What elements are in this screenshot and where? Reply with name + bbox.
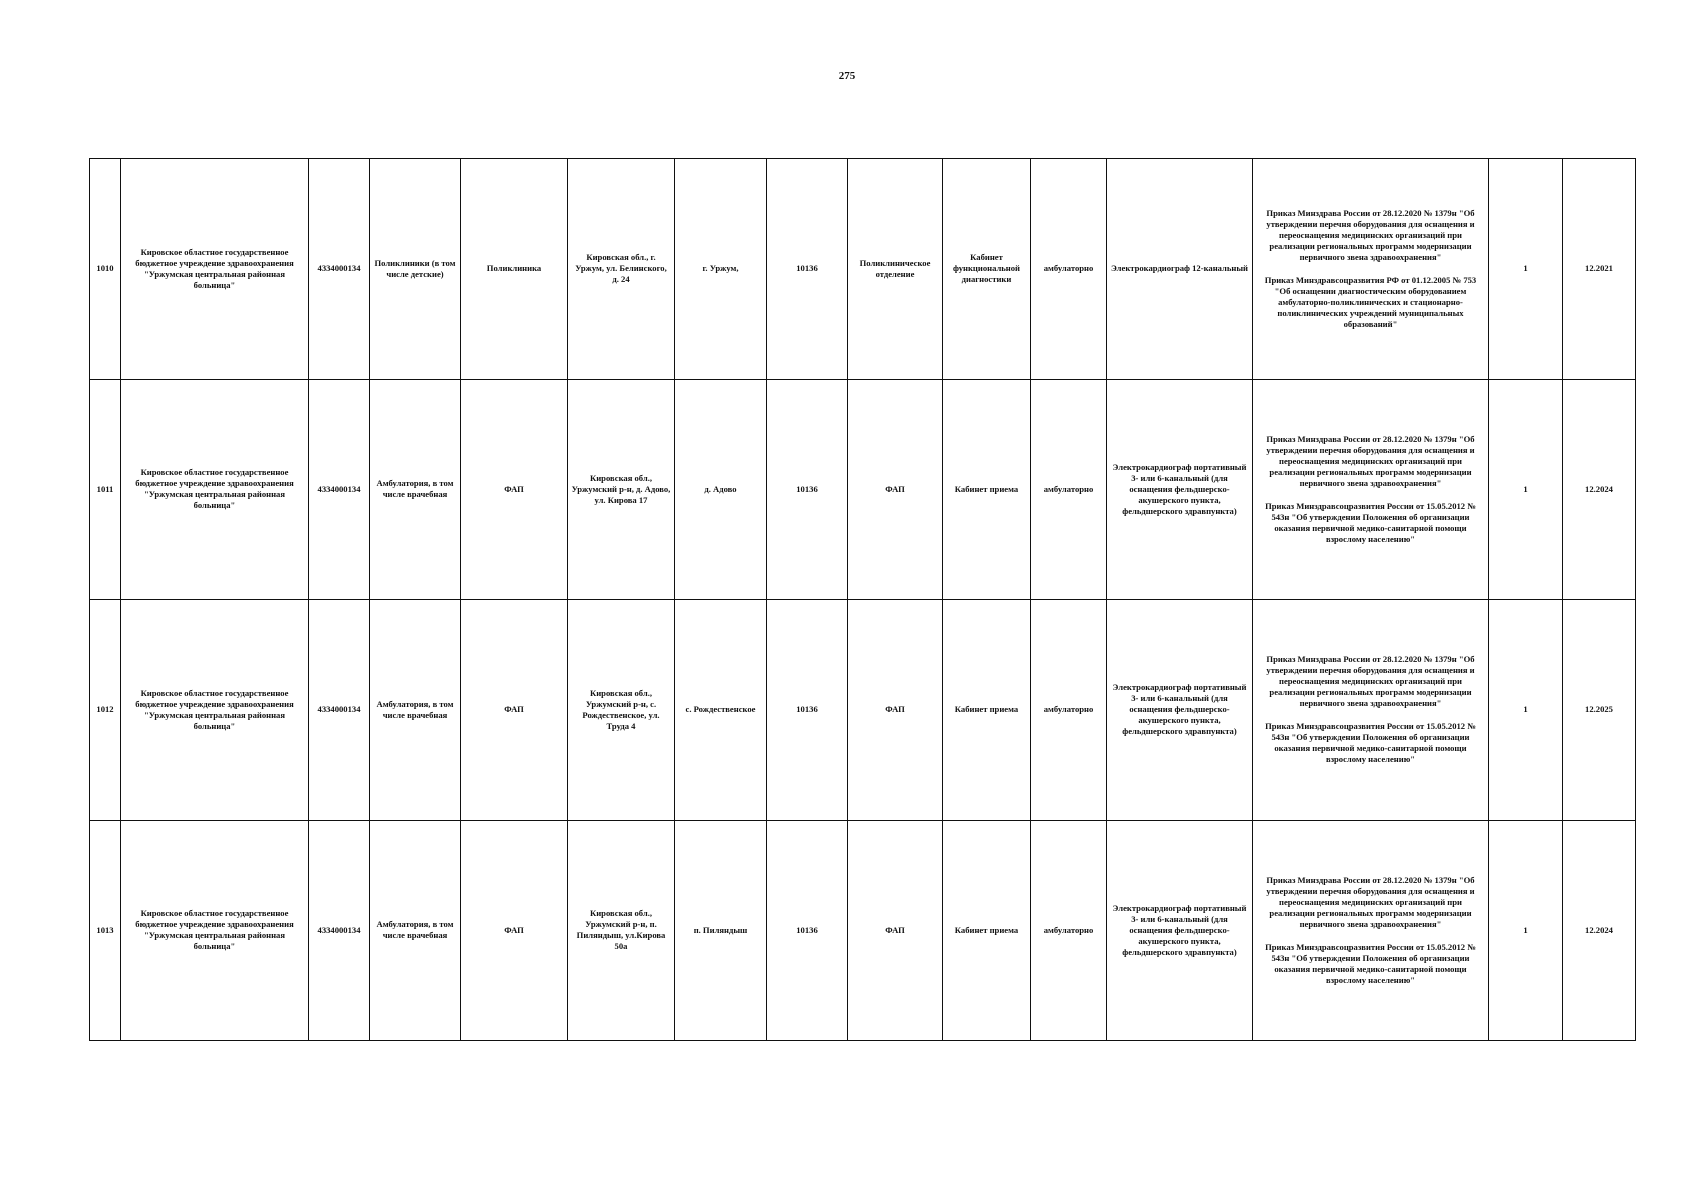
department: Поликлиническое отделение xyxy=(848,159,943,380)
room: Кабинет приема xyxy=(943,600,1031,821)
address: Кировская обл., Уржумский р-н, п. Пиляндыш, ул.Кирова 50а xyxy=(568,820,675,1041)
inn-code: 4334000134 xyxy=(309,820,370,1041)
facility-subtype: ФАП xyxy=(461,820,568,1041)
care-mode: амбулаторно xyxy=(1031,159,1107,380)
quantity: 1 xyxy=(1489,379,1563,600)
care-mode: амбулаторно xyxy=(1031,820,1107,1041)
row-number: 1012 xyxy=(90,600,121,821)
deadline: 12.2024 xyxy=(1563,379,1636,600)
room: Кабинет функциональной диагностики xyxy=(943,159,1031,380)
department: ФАП xyxy=(848,820,943,1041)
table-row xyxy=(90,600,1636,821)
facility-subtype: ФАП xyxy=(461,379,568,600)
facility-type: Амбулатория, в том числе врачебная xyxy=(370,820,461,1041)
regulation-2: Приказ Минздравсоцразвития России от 15.05.2012 № 543н "Об утверждении Положения об организации оказания первичной медико-санитарной помощи взрослому населению" xyxy=(1265,721,1476,765)
table-row xyxy=(90,159,1636,380)
regulation-2: Приказ Минздравсоцразвития России от 15.05.2012 № 543н "Об утверждении Положения об организации оказания первичной медико-санитарной помощи взрослому населению" xyxy=(1265,941,1476,985)
inn-code: 4334000134 xyxy=(309,379,370,600)
regulation-1: Приказ Минздрава России от 28.12.2020 № 1379н "Об утверждении перечня оборудования для оснащения и переоснащения медицинских организаций при реализации региональных программ модернизации первичного звена здравоохранения" xyxy=(1266,874,1475,929)
page-number: 275 xyxy=(838,70,856,82)
room: Кабинет приема xyxy=(943,820,1031,1041)
regulation-1: Приказ Минздрава России от 28.12.2020 № 1379н "Об утверждении перечня оборудования для оснащения и переоснащения медицинских организаций при реализации региональных программ модернизации первичного звена здравоохранения" xyxy=(1266,433,1475,488)
locality: г. Уржум, xyxy=(675,159,767,380)
locality: п. Пиляндыш xyxy=(675,820,767,1041)
row-number: 1011 xyxy=(90,379,121,600)
code: 10136 xyxy=(767,159,848,380)
facility-subtype: ФАП xyxy=(461,600,568,821)
facility-type: Амбулатория, в том числе врачебная xyxy=(370,379,461,600)
facility-type: Амбулатория, в том числе врачебная xyxy=(370,600,461,821)
quantity: 1 xyxy=(1489,600,1563,821)
regulation-2: Приказ Минздравсоцразвития России от 15.05.2012 № 543н "Об утверждении Положения об организации оказания первичной медико-санитарной помощи взрослому населению" xyxy=(1265,500,1476,544)
equipment: Электрокардиограф портативный 3- или 6-канальный (для оснащения фельдшерско-акушерского пункта, фельдшерского здравпункта) xyxy=(1107,600,1253,821)
locality: с. Рождественское xyxy=(675,600,767,821)
locality: д. Адово xyxy=(675,379,767,600)
deadline: 12.2024 xyxy=(1563,820,1636,1041)
inn-code: 4334000134 xyxy=(309,159,370,380)
table-row xyxy=(90,820,1636,1041)
address: Кировская обл., Уржумский р-н, с. Рождественское, ул. Труда 4 xyxy=(568,600,675,821)
regulations xyxy=(1253,820,1489,1041)
regulation-1: Приказ Минздрава России от 28.12.2020 № 1379н "Об утверждении перечня оборудования для оснащения и переоснащения медицинских организаций при реализации региональных программ модернизации первичного звена здравоохранения" xyxy=(1266,207,1475,262)
code: 10136 xyxy=(767,600,848,821)
regulation-1: Приказ Минздрава России от 28.12.2020 № 1379н "Об утверждении перечня оборудования для оснащения и переоснащения медицинских организаций при реализации региональных программ модернизации первичного звена здравоохранения" xyxy=(1266,654,1475,709)
code: 10136 xyxy=(767,379,848,600)
organization-name: Кировское областное государственное бюджетное учреждение здравоохранения "Уржумская центральная районная больница" xyxy=(121,159,309,380)
table-row xyxy=(90,379,1636,600)
equipment: Электрокардиограф портативный 3- или 6-канальный (для оснащения фельдшерско-акушерского пункта, фельдшерского здравпункта) xyxy=(1107,820,1253,1041)
quantity: 1 xyxy=(1489,159,1563,380)
code: 10136 xyxy=(767,820,848,1041)
row-number: 1010 xyxy=(90,159,121,380)
regulations xyxy=(1253,159,1489,380)
row-number: 1013 xyxy=(90,820,121,1041)
regulation-2: Приказ Минздравсоцразвития РФ от 01.12.2005 № 753 "Об оснащении диагностическим оборудованием амбулаторно-поликлинических и стационарно-поликлинических учреждений муниципальных образований" xyxy=(1264,274,1477,329)
equipment: Электрокардиограф портативный 3- или 6-канальный (для оснащения фельдшерско-акушерского пункта, фельдшерского здравпункта) xyxy=(1107,379,1253,600)
address: Кировская обл., Уржумский р-н, д. Адово, ул. Кирова 17 xyxy=(568,379,675,600)
deadline: 12.2021 xyxy=(1563,159,1636,380)
equipment: Электрокардиограф 12-канальный xyxy=(1107,159,1253,380)
regulations xyxy=(1253,379,1489,600)
department: ФАП xyxy=(848,600,943,821)
facility-subtype: Поликлиника xyxy=(461,159,568,380)
quantity: 1 xyxy=(1489,820,1563,1041)
inn-code: 4334000134 xyxy=(309,600,370,821)
regulations xyxy=(1253,600,1489,821)
organization-name: Кировское областное государственное бюджетное учреждение здравоохранения "Уржумская центральная районная больница" xyxy=(121,820,309,1041)
room: Кабинет приема xyxy=(943,379,1031,600)
care-mode: амбулаторно xyxy=(1031,379,1107,600)
address: Кировская обл., г. Уржум, ул. Белинского, д. 24 xyxy=(568,159,675,380)
organization-name: Кировское областное государственное бюджетное учреждение здравоохранения "Уржумская центральная районная больница" xyxy=(121,379,309,600)
department: ФАП xyxy=(848,379,943,600)
care-mode: амбулаторно xyxy=(1031,600,1107,821)
facility-type: Поликлиники (в том числе детские) xyxy=(370,159,461,380)
deadline: 12.2025 xyxy=(1563,600,1636,821)
equipment-table xyxy=(89,158,1636,1041)
organization-name: Кировское областное государственное бюджетное учреждение здравоохранения "Уржумская центральная районная больница" xyxy=(121,600,309,821)
